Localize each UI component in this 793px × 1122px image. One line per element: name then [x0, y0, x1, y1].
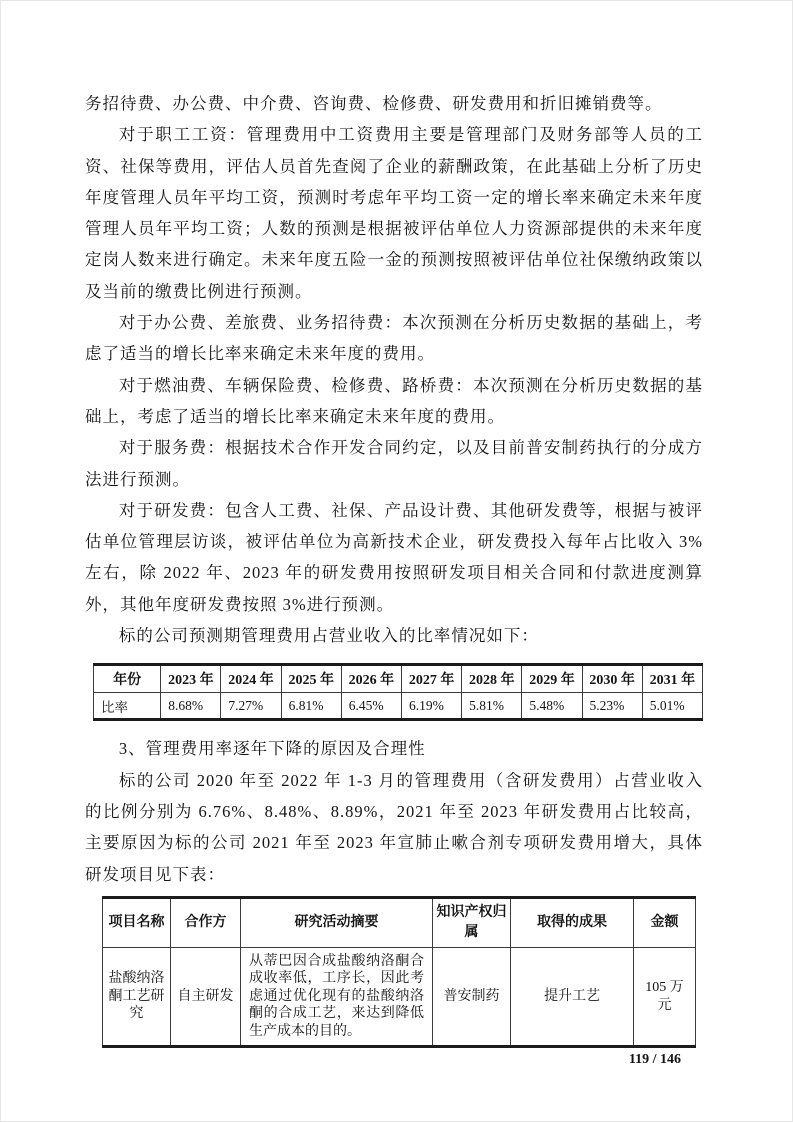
data-cell: 5.01%	[642, 693, 702, 720]
data-cell: 6.81%	[281, 693, 341, 720]
section-heading-3: 3、管理费用率逐年下降的原因及合理性	[118, 739, 426, 759]
header-cell-project: 项目名称	[103, 897, 171, 947]
row-label-cell: 比率	[94, 693, 161, 720]
header-cell-ip-owner: 知识产权归属	[433, 897, 511, 947]
page-content	[85, 88, 703, 1068]
paragraph-rd-expense: 对于研发费：包含人工费、社保、产品设计费、其他研发费等，根据与被评估单位管理层访谈，被评估单位为高新技术企业，研发费投入每年占比收入 3%左右，除 2022 年、2023 年的研发费用按照研发项目相关合同和付款进度测算外，其他年度研发费按照 3%进行预测。	[85, 500, 703, 614]
data-cell: 8.68%	[161, 693, 221, 720]
header-cell: 2030 年	[582, 665, 642, 693]
paragraph-fuel-expense: 对于燃油费、车辆保险费、检修费、路桥费：本次预测在分析历史数据的基础上，考虑了适当的增长比率来确定未来年度的费用。	[85, 375, 703, 426]
data-cell: 5.23%	[582, 693, 642, 720]
page-number: 119 / 146	[628, 1052, 681, 1068]
partner-cell: 自主研发	[171, 947, 241, 1047]
amount-cell: 105 万元	[634, 947, 696, 1047]
paragraph-office-expense: 对于办公费、差旅费、业务招待费：本次预测在分析历史数据的基础上，考虑了适当的增长比率来确定未来年度的费用。	[85, 313, 703, 364]
header-cell-summary: 研究活动摘要	[241, 897, 433, 947]
header-cell-partner: 合作方	[171, 897, 241, 947]
data-cell: 6.19%	[401, 693, 461, 720]
header-cell: 2025 年	[281, 665, 341, 693]
paragraph-service-fee: 对于服务费：根据技术合作开发合同约定，以及目前普安制药执行的分成方法进行预测。	[85, 438, 703, 489]
summary-cell: 从蒂巴因合成盐酸纳洛酮合成收率低，工序长，因此考虑通过优化现有的盐酸纳洛酮的合成工艺，来达到降低生产成本的目的。	[241, 947, 433, 1047]
data-cell: 7.27%	[221, 693, 281, 720]
rd-table-data-row	[103, 947, 696, 1047]
achievement-cell: 提升工艺	[511, 947, 634, 1047]
header-cell: 2024 年	[221, 665, 281, 693]
paragraph-staff-salary: 对于职工工资：管理费用中工资费用主要是管理部门及财务部等人员的工资、社保等费用，评估人员首先查阅了企业的薪酬政策，在此基础上分析了历史年度管理人员年平均工资，预测时考虑年平均工资一定的增长率来确定未来年度管理人员年平均工资；人数的预测是根据被评估单位人力资源部提供的未来年度定岗人数来进行确定。未来年度五险一金的预测按照被评估单位社保缴纳政策以及当前的缴费比例进行预测。	[85, 125, 703, 301]
ratio-table-data-row	[94, 693, 703, 720]
header-cell-year: 年份	[94, 665, 161, 693]
header-cell: 2023 年	[161, 665, 221, 693]
paragraph-continuation: 务招待费、办公费、中介费、咨询费、检修费、研发费用和折旧摊销费等。	[85, 94, 663, 113]
header-cell-amount: 金额	[634, 897, 696, 947]
ratio-table-header-row	[94, 665, 703, 693]
rd-table-header-row	[103, 897, 696, 947]
data-cell: 6.45%	[341, 693, 401, 720]
ip-owner-cell: 普安制药	[433, 947, 511, 1047]
header-cell-achievement: 取得的成果	[511, 897, 634, 947]
data-cell: 5.48%	[522, 693, 582, 720]
header-cell: 2027 年	[401, 665, 461, 693]
paragraph-ratio-explanation: 标的公司 2020 年至 2022 年 1-3 月的管理费用（含研发费用）占营业收入的比例分别为 6.76%、8.48%、8.89%，2021 年至 2023 年研发费用占比较高，主要原因为标的公司 2021 年至 2023 年宣肺止嗽合剂专项研发费用增大，具体研发项目见下表：	[85, 770, 703, 884]
header-cell: 2031 年	[642, 665, 702, 693]
paragraph-table-intro: 标的公司预测期管理费用占营业收入的比率情况如下：	[118, 626, 539, 646]
header-cell: 2026 年	[341, 665, 401, 693]
project-name-cell: 盐酸纳洛酮工艺研究	[103, 947, 171, 1047]
data-cell: 5.81%	[462, 693, 522, 720]
header-cell: 2029 年	[522, 665, 582, 693]
rd-project-table	[102, 896, 696, 1049]
header-cell: 2028 年	[462, 665, 522, 693]
mgmt-expense-ratio-table	[93, 663, 703, 721]
